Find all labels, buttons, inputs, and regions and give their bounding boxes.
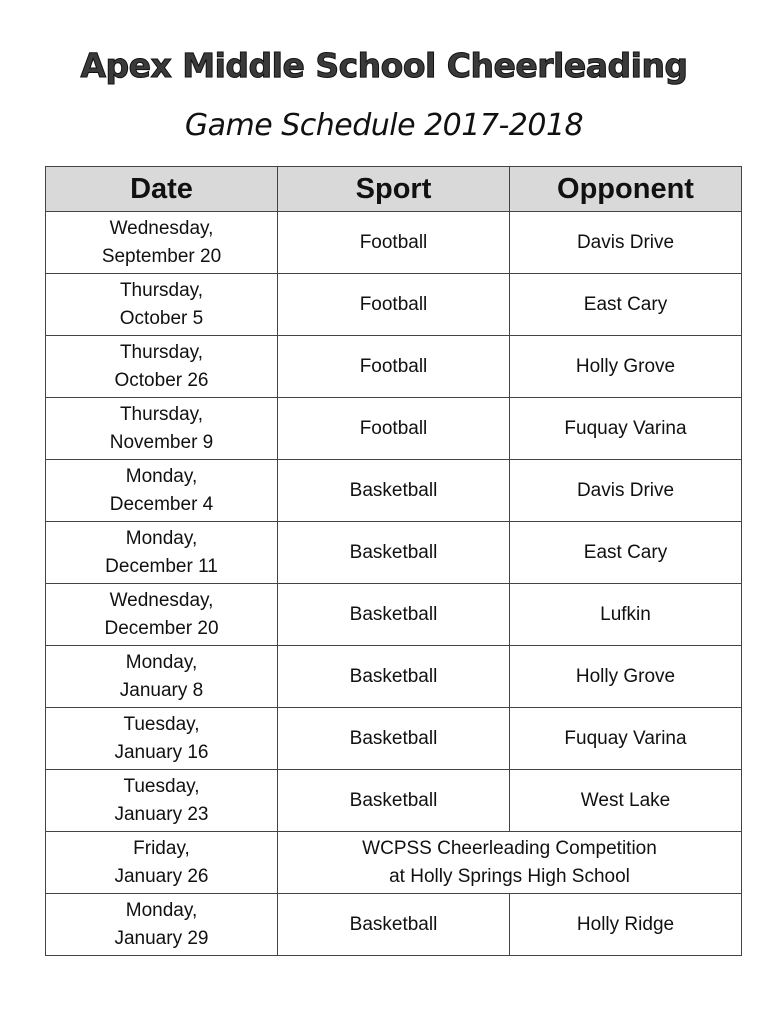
- weekday: Tuesday,: [123, 713, 200, 735]
- opponent-cell: Holly Ridge: [510, 894, 742, 956]
- date-cell: [46, 522, 278, 584]
- sport-cell: Basketball: [278, 522, 510, 584]
- weekday: Monday,: [125, 527, 198, 549]
- opponent-cell: East Cary: [510, 522, 742, 584]
- weekday: Monday,: [125, 465, 198, 487]
- calendar-date: January 26: [114, 865, 209, 887]
- date-cell: [46, 770, 278, 832]
- date-cell: [46, 894, 278, 956]
- sport-cell: Basketball: [278, 770, 510, 832]
- opponent-cell: Lufkin: [510, 584, 742, 646]
- weekday: Monday,: [125, 899, 198, 921]
- sport-cell: Basketball: [278, 460, 510, 522]
- table-row: [46, 336, 742, 398]
- table-row: [46, 708, 742, 770]
- calendar-date: January 8: [119, 679, 204, 701]
- calendar-date: November 9: [109, 431, 214, 453]
- opponent-cell: Davis Drive: [510, 212, 742, 274]
- calendar-date: October 26: [114, 369, 209, 391]
- calendar-date: October 5: [119, 307, 204, 329]
- sport-cell: Basketball: [278, 894, 510, 956]
- table-row: [46, 894, 742, 956]
- date-cell: [46, 584, 278, 646]
- table-row: [46, 274, 742, 336]
- sport-cell: Basketball: [278, 708, 510, 770]
- table-row: [46, 212, 742, 274]
- opponent-cell: Fuquay Varina: [510, 708, 742, 770]
- event-cell: [278, 832, 742, 894]
- opponent-cell: Holly Grove: [510, 646, 742, 708]
- table-header-row: [46, 167, 742, 212]
- date-cell: [46, 274, 278, 336]
- calendar-date: January 23: [114, 803, 209, 825]
- opponent-cell: East Cary: [510, 274, 742, 336]
- date-cell: [46, 708, 278, 770]
- event-line: WCPSS Cheerleading Competition: [362, 837, 657, 859]
- calendar-date: December 11: [105, 555, 218, 577]
- calendar-date: September 20: [101, 245, 222, 267]
- opponent-cell: Davis Drive: [510, 460, 742, 522]
- weekday: Monday,: [125, 651, 198, 673]
- opponent-cell: Holly Grove: [510, 336, 742, 398]
- column-header-opponent: Opponent: [510, 167, 742, 212]
- sport-cell: Football: [278, 212, 510, 274]
- sport-cell: Basketball: [278, 584, 510, 646]
- sport-cell: Football: [278, 274, 510, 336]
- schedule-table: [45, 166, 742, 956]
- weekday: Friday,: [133, 837, 190, 859]
- weekday: Thursday,: [119, 279, 204, 301]
- opponent-cell: West Lake: [510, 770, 742, 832]
- date-cell: [46, 398, 278, 460]
- opponent-cell: Fuquay Varina: [510, 398, 742, 460]
- document-subtitle: Game Schedule 2017-2018: [184, 108, 584, 143]
- document-title: Apex Middle School Cheerleading: [80, 46, 688, 85]
- table-row: [46, 646, 742, 708]
- sport-cell: Football: [278, 398, 510, 460]
- weekday: Wednesday,: [109, 217, 214, 239]
- date-cell: [46, 336, 278, 398]
- table-row: [46, 522, 742, 584]
- calendar-date: December 20: [104, 617, 219, 639]
- event-line: at Holly Springs High School: [389, 865, 630, 887]
- table-row: [46, 584, 742, 646]
- table-row: [46, 398, 742, 460]
- date-cell: [46, 646, 278, 708]
- calendar-date: December 4: [109, 493, 214, 515]
- weekday: Tuesday,: [123, 775, 200, 797]
- column-header-date: Date: [46, 167, 278, 212]
- weekday: Thursday,: [119, 341, 204, 363]
- table-row: [46, 832, 742, 894]
- calendar-date: January 16: [114, 741, 209, 763]
- weekday: Thursday,: [119, 403, 204, 425]
- date-cell: [46, 460, 278, 522]
- date-cell: [46, 832, 278, 894]
- table-row: [46, 770, 742, 832]
- table-row: [46, 460, 742, 522]
- calendar-date: January 29: [114, 927, 209, 949]
- sport-cell: Football: [278, 336, 510, 398]
- weekday: Wednesday,: [109, 589, 214, 611]
- date-cell: [46, 212, 278, 274]
- sport-cell: Basketball: [278, 646, 510, 708]
- column-header-sport: Sport: [278, 167, 510, 212]
